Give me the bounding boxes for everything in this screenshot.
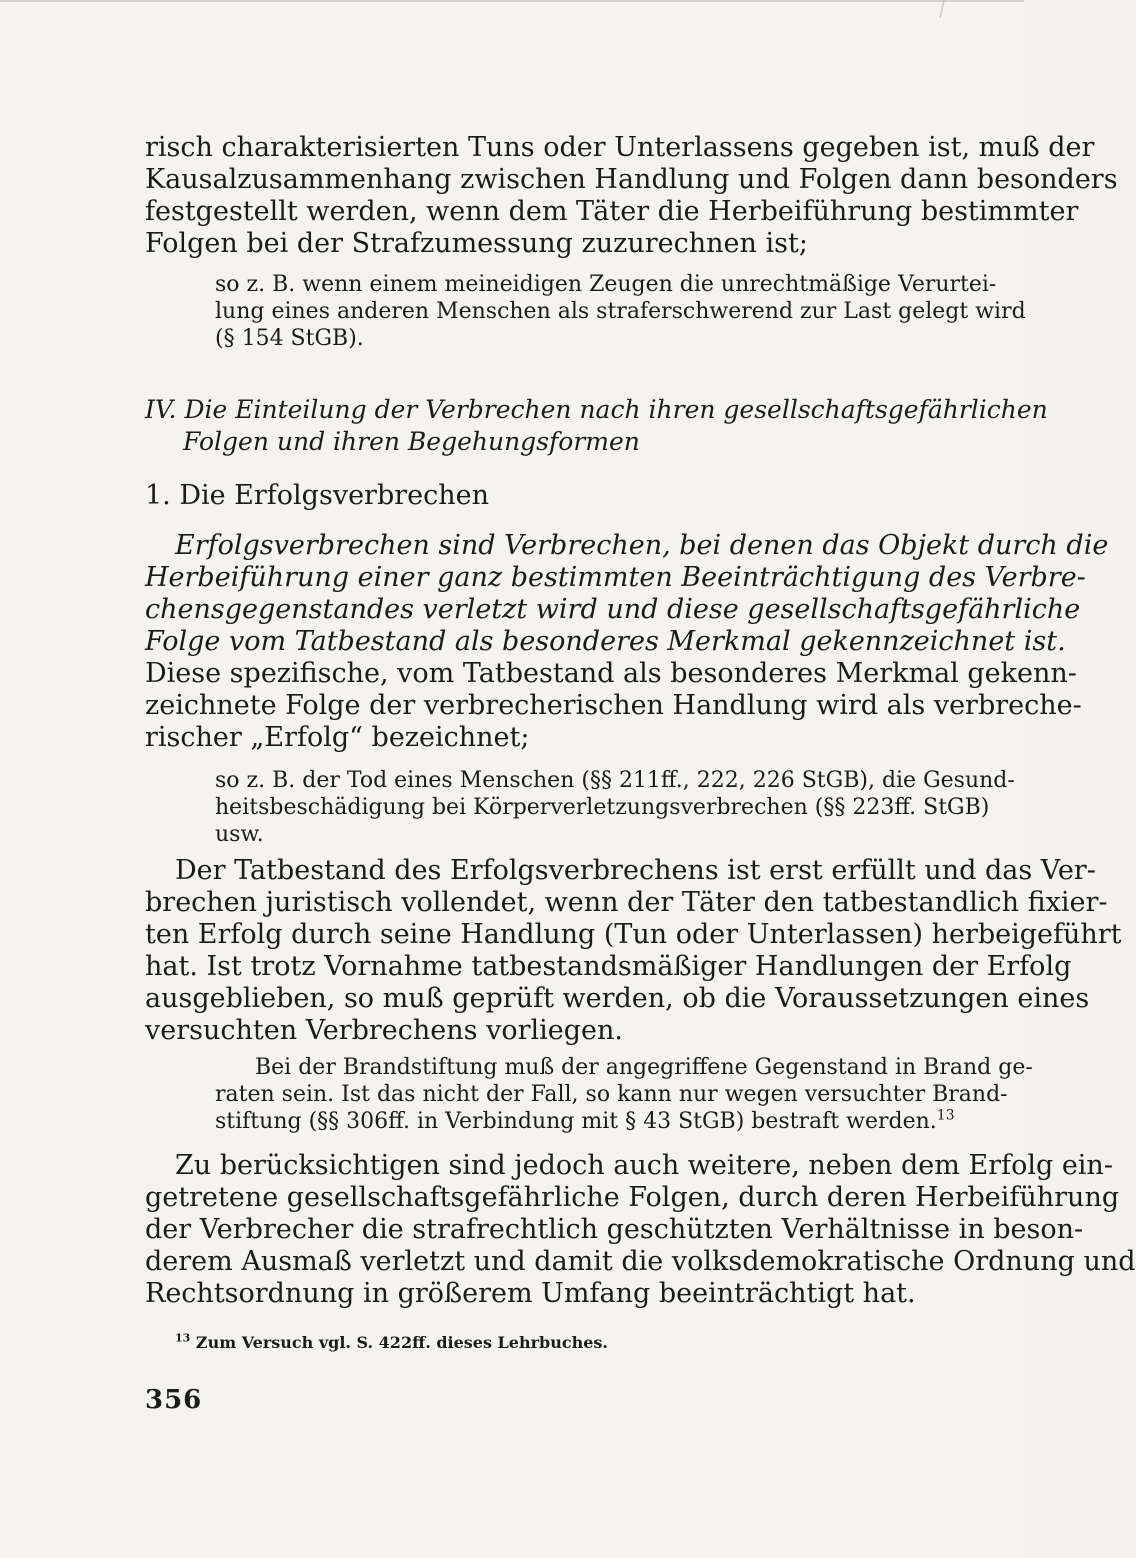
paragraph-2-line-5: ausgeblieben, so muß geprüft werden, ob die Voraussetzungen eines [145, 983, 1090, 1014]
paragraph-2-line-1: Der Tatbestand des Erfolgsverbrechens ist erst erfüllt und das Ver- [175, 855, 1096, 886]
example-3-line-3-text: stiftung (§§ 306ff. in Verbindung mit § 43 StGB) bestraft werden. [215, 1109, 937, 1134]
scan-top-edge-shadow [0, 0, 1024, 2]
section-heading-line-1: IV. Die Einteilung der Verbrechen nach ihren gesellschaftsgefährlichen [145, 395, 1048, 424]
definition-italic-line-4: Folge vom Tatbestand als besonderes Merkmal gekennzeichnet ist. [145, 626, 1066, 657]
definition-regular-line-3: rischer „Erfolg“ bezeichnet; [145, 722, 530, 753]
example-3-line-2: raten sein. Ist das nicht der Fall, so kann nur wegen versuchter Brand- [215, 1082, 1008, 1107]
definition-italic-line-2: Herbeiführung einer ganz bestimmten Beeinträchtigung des Verbre- [145, 562, 1086, 593]
footnote [175, 1333, 608, 1353]
example-3-line-3 [215, 1108, 987, 1135]
paragraph-1-line-4: Folgen bei der Strafzumessung zuzurechnen ist; [145, 228, 808, 259]
subsection-heading: 1. Die Erfolgsverbrechen [145, 480, 490, 511]
definition-italic-line-1: Erfolgsverbrechen sind Verbrechen, bei denen das Objekt durch die [175, 530, 1109, 561]
example-2-line-1: so z. B. der Tod eines Menschen (§§ 211ff., 222, 226 StGB), die Gesund- [215, 768, 1015, 793]
example-2-line-2: heitsbeschädigung bei Körperverletzungsverbrechen (§§ 223ff. StGB) [215, 795, 990, 820]
paragraph-3-line-5: Rechtsordnung in größerem Umfang beeinträchtigt hat. [145, 1278, 916, 1309]
definition-regular-line-1: Diese spezifische, vom Tatbestand als besonderes Merkmal gekenn- [145, 658, 1077, 689]
footnote-text: Zum Versuch vgl. S. 422ff. dieses Lehrbuches. [195, 1333, 608, 1352]
paragraph-2-line-3: ten Erfolg durch seine Handlung (Tun oder Unterlassen) herbeigeführt [145, 919, 1122, 950]
example-2-line-3: usw. [215, 822, 264, 847]
footnote-number: 13 [175, 1331, 191, 1345]
page-number: 356 [145, 1385, 203, 1415]
example-1-line-1: so z. B. wenn einem meineidigen Zeugen die unrechtmäßige Verurtei- [215, 272, 997, 297]
paragraph-3-line-2: getretene gesellschaftsgefährliche Folgen, durch deren Herbeiführung [145, 1182, 1120, 1213]
scan-speck-mark [939, 0, 945, 18]
footnote-reference: 13 [936, 1107, 955, 1124]
paragraph-2-line-6: versuchten Verbrechens vorliegen. [145, 1015, 623, 1046]
paragraph-2-line-4: hat. Ist trotz Vornahme tatbestandsmäßiger Handlungen der Erfolg [145, 951, 1072, 982]
paragraph-3-line-1: Zu berücksichtigen sind jedoch auch weitere, neben dem Erfolg ein- [175, 1150, 1113, 1181]
paragraph-1-line-1: risch charakterisierten Tuns oder Unterlassens gegeben ist, muß der [145, 132, 1095, 163]
section-heading-line-2: Folgen und ihren Begehungsformen [183, 427, 640, 456]
paragraph-3-line-3: der Verbrecher die strafrechtlich geschützten Verhältnisse in beson- [145, 1214, 1084, 1245]
paragraph-1-line-2: Kausalzusammenhang zwischen Handlung und Folgen dann besonders [145, 164, 1118, 195]
example-3-line-1: Bei der Brandstiftung muß der angegriffene Gegenstand in Brand ge- [255, 1055, 1033, 1080]
example-1-line-2: lung eines anderen Menschen als straferschwerend zur Last gelegt wird [215, 299, 1026, 324]
definition-italic-line-3: chensgegenstandes verletzt wird und diese gesellschaftsgefährliche [145, 594, 1081, 625]
definition-regular-line-2: zeichnete Folge der verbrecherischen Handlung wird als verbreche- [145, 690, 1082, 721]
paragraph-3-line-4: derem Ausmaß verletzt und damit die volksdemokratische Ordnung und [145, 1246, 1136, 1277]
paragraph-2-line-2: brechen juristisch vollendet, wenn der Täter den tatbestandlich fixier- [145, 887, 1108, 918]
paragraph-1-line-3: festgestellt werden, wenn dem Täter die Herbeiführung bestimmter [145, 196, 1079, 227]
example-1-line-3: (§ 154 StGB). [215, 326, 364, 351]
